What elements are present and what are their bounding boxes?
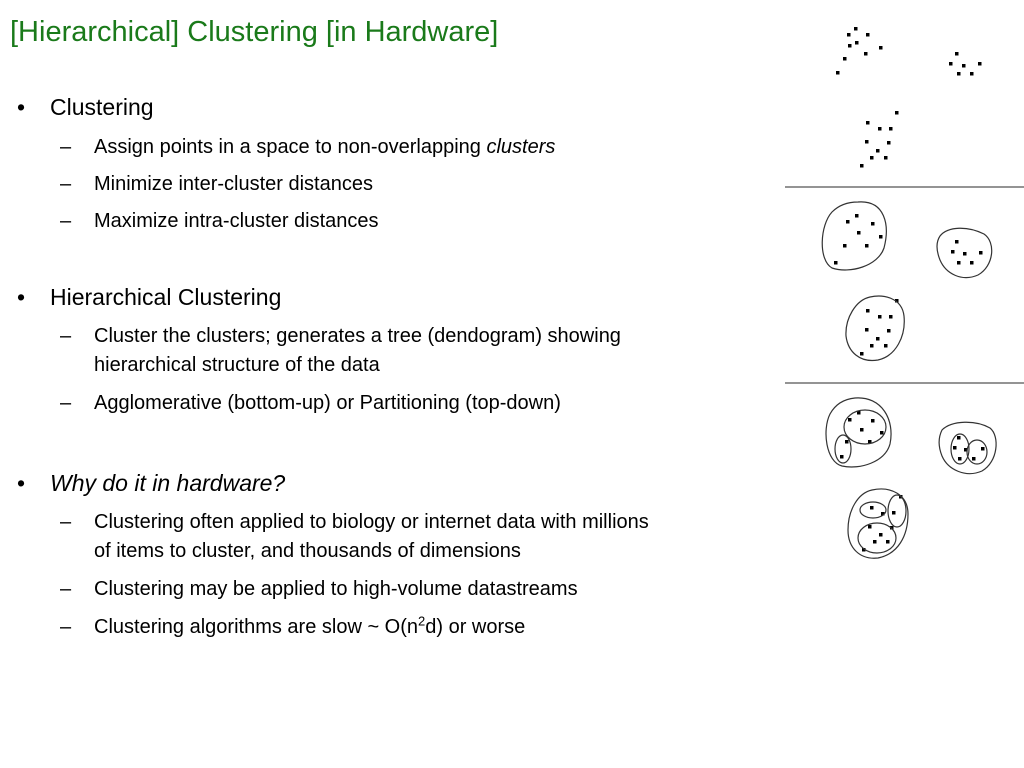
sub-text: Assign points in a space to non-overlapping (94, 136, 487, 158)
sub-text: Maximize intra-cluster distances (94, 210, 379, 232)
cluster-outline-inner-c1 (860, 502, 886, 518)
bullet-text: Clustering (50, 94, 154, 120)
cluster-outline-inner-a1 (844, 410, 886, 444)
dash-mark: – (60, 210, 72, 232)
dash-mark: – (60, 392, 72, 414)
dash-mark: – (60, 325, 72, 347)
bullet-mark: • (17, 94, 26, 120)
dash-mark: – (60, 136, 72, 158)
superscript: 2 (418, 613, 426, 629)
cluster-outline-c (846, 296, 904, 360)
sub-text: Minimize inter-cluster distances (94, 173, 373, 195)
sub-text-line1: Clustering often applied to biology or internet data with millions (94, 511, 649, 533)
level1-cluster-a-points (834, 214, 883, 265)
sub-text-line2: of items to cluster, and thousands of dimensions (94, 540, 521, 562)
cluster-outline-inner-c3 (858, 523, 896, 553)
sub-text: Clustering algorithms are slow ~ O(n (94, 616, 419, 638)
sub-text-after: d) or worse (425, 616, 526, 638)
clustering-illustration (780, 10, 1024, 570)
bullet-mark: • (17, 284, 26, 310)
sub-text: Agglomerative (bottom-up) or Partitioning (top-down) (94, 392, 561, 414)
dash-mark: – (60, 616, 72, 638)
raw-points-cluster-b (949, 52, 982, 76)
dash-mark: – (60, 578, 72, 600)
cluster-outline-a (822, 202, 886, 270)
bullet-text: Why do it in hardware? (50, 470, 286, 496)
dash-mark: – (60, 173, 72, 195)
cluster-outline-inner-a2 (835, 435, 851, 463)
level1-cluster-b-points (951, 240, 983, 265)
sub-text-line2: hierarchical structure of the data (94, 354, 380, 376)
cluster-outline-inner-c2 (888, 495, 906, 527)
level1-cluster-c-points (860, 299, 899, 356)
raw-points-cluster-c (860, 111, 899, 168)
sub-text-line1: Cluster the clusters; generates a tree (dendogram) showing (94, 325, 621, 347)
sub-text: Clustering may be applied to high-volume datastreams (94, 578, 578, 600)
raw-points-cluster-a (836, 27, 883, 75)
bullet-mark: • (17, 470, 26, 496)
sub-text-emphasis: clusters (486, 136, 556, 158)
dash-mark: – (60, 511, 72, 533)
bullet-text: Hierarchical Clustering (50, 284, 282, 310)
cluster-outline-inner-b2 (967, 440, 987, 464)
slide-title: [Hierarchical] Clustering [in Hardware] (10, 16, 499, 48)
